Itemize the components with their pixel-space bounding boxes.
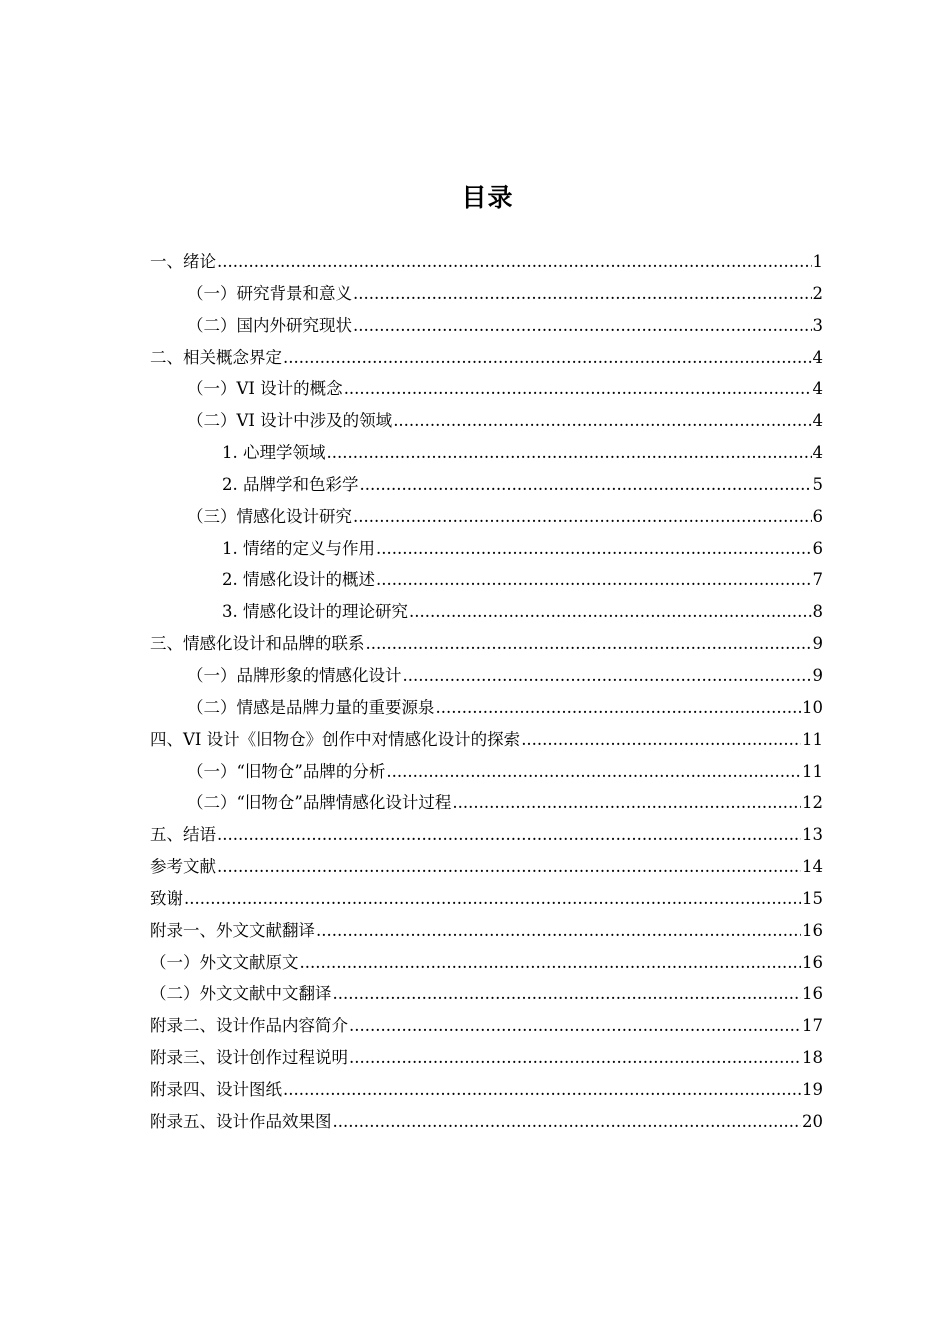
toc-entry[interactable] [150,501,823,533]
toc-entry[interactable] [150,819,823,851]
toc-page-number: 14 [802,857,823,877]
toc-entry[interactable] [150,564,823,596]
toc-page-number: 9 [812,634,823,654]
toc-dot-leader [184,883,801,915]
toc-entry-title: 2. 情感化设计的概述 [222,570,375,590]
toc-entry[interactable] [150,692,823,724]
toc-page-number: 1 [812,252,823,271]
toc-entry-title: 三、情感化设计和品牌的联系 [150,634,365,654]
toc-page-number: 4 [812,411,823,431]
toc-dot-leader [333,978,802,1010]
toc-dot-leader [386,756,801,788]
toc-dot-leader [403,660,812,692]
toc-entry-title: 一、绪论 [150,252,216,271]
toc-entry-title: 参考文献 [150,857,216,877]
toc-page-number: 12 [802,793,823,813]
toc-entry[interactable] [150,1106,823,1138]
toc-dot-leader [353,310,812,342]
toc-dot-leader [353,501,812,533]
toc-page-number: 9 [812,665,823,685]
toc-dot-leader [349,1010,801,1042]
toc-entry[interactable] [150,851,823,883]
toc-page-number: 6 [812,538,823,558]
toc-entry[interactable] [150,469,823,501]
toc-entry-title: （一）外文文献原文 [150,952,299,972]
toc-page-number: 17 [802,1016,823,1036]
toc-entry-title: 附录五、设计作品效果图 [150,1111,332,1131]
toc-page-number: 4 [812,347,823,367]
toc-page-number: 6 [812,506,823,526]
toc-page-number: 18 [802,1048,823,1068]
toc-entry-title: 1. 心理学领域 [222,443,326,463]
toc-entry[interactable] [150,278,823,310]
toc-entry[interactable] [150,246,823,278]
toc-dot-leader [217,851,801,883]
toc-page-number: 4 [812,443,823,463]
toc-dot-leader [300,947,802,979]
toc-entry[interactable] [150,1042,823,1074]
toc-entry[interactable] [150,724,823,756]
toc-dot-leader [452,787,801,819]
toc-entry[interactable] [150,310,823,342]
toc-dot-leader [366,628,812,660]
toc-dot-leader [283,1074,801,1106]
page-title: 目录 [461,183,514,212]
toc-entry[interactable] [150,787,823,819]
toc-dot-leader [353,278,812,310]
toc-entry-title: （一）“旧物仓”品牌的分析 [187,761,386,781]
toc-entry[interactable] [150,437,823,469]
toc-entry-title: （一）品牌形象的情感化设计 [187,665,402,685]
toc-dot-leader [333,1106,802,1138]
toc-entry-title: 3. 情感化设计的理论研究 [222,602,408,622]
toc-page-number: 5 [812,474,823,494]
toc-entry-title: （一）研究背景和意义 [187,283,352,303]
toc-entry[interactable] [150,628,823,660]
toc-dot-leader [327,437,812,469]
toc-dot-leader [409,596,812,628]
toc-entry-title: 附录四、设计图纸 [150,1079,282,1099]
toc-page-number: 11 [802,729,823,749]
toc-entry[interactable] [150,596,823,628]
toc-entry[interactable] [150,405,823,437]
toc-entry[interactable] [150,660,823,692]
toc-entry-title: （二）VI 设计中涉及的领域 [187,411,393,431]
toc-entry[interactable] [150,756,823,788]
toc-entry-title: 四、VI 设计《旧物仓》创作中对情感化设计的探索 [150,729,521,749]
toc-entry-title: （一）VI 设计的概念 [187,379,343,399]
toc-page-number: 13 [802,825,823,845]
toc-page-number: 11 [802,761,823,781]
toc-dot-leader [283,342,812,374]
toc-dot-leader [217,246,812,278]
toc-page-number: 2 [812,283,823,303]
toc-dot-leader [217,819,801,851]
toc-page-number: 16 [802,952,823,972]
toc-dot-leader [393,405,811,437]
toc-entry[interactable] [150,915,823,947]
toc-dot-leader [316,915,801,947]
table-of-contents [150,246,823,1138]
toc-entry-title: （三）情感化设计研究 [187,506,352,526]
toc-entry-title: 1. 情绪的定义与作用 [222,538,375,558]
toc-entry[interactable] [150,342,823,374]
toc-page-number: 15 [802,888,823,908]
toc-entry[interactable] [150,1010,823,1042]
toc-entry[interactable] [150,1074,823,1106]
toc-entry-title: 2. 品牌学和色彩学 [222,474,359,494]
toc-dot-leader [376,564,812,596]
toc-entry[interactable] [150,533,823,565]
toc-dot-leader [360,469,812,501]
toc-page-number: 3 [812,315,823,335]
toc-dot-leader [521,724,801,756]
toc-page-number: 7 [812,570,823,590]
toc-page-number: 19 [802,1079,823,1099]
toc-dot-leader [349,1042,801,1074]
toc-entry[interactable] [150,947,823,979]
toc-page-number: 4 [812,379,823,399]
toc-dot-leader [436,692,802,724]
toc-page-number: 8 [812,602,823,622]
toc-entry-title: 致谢 [150,888,183,908]
toc-entry-title: （二）外文文献中文翻译 [150,984,332,1004]
toc-page-number: 20 [802,1111,823,1131]
toc-page-number: 16 [802,920,823,940]
toc-entry-title: 五、结语 [150,825,216,845]
toc-entry-title: 附录二、设计作品内容简介 [150,1016,348,1036]
toc-entry[interactable] [150,373,823,405]
toc-entry-title: （二）“旧物仓”品牌情感化设计过程 [187,793,452,813]
toc-page-number: 10 [802,697,823,717]
toc-entry-title: 附录三、设计创作过程说明 [150,1048,348,1068]
toc-entry-title: （二）国内外研究现状 [187,315,352,335]
toc-dot-leader [376,533,812,565]
toc-page-number: 16 [802,984,823,1004]
toc-entry-title: （二）情感是品牌力量的重要源泉 [187,697,435,717]
toc-entry-title: 二、相关概念界定 [150,347,282,367]
toc-entry-title: 附录一、外文文献翻译 [150,920,315,940]
toc-entry[interactable] [150,978,823,1010]
toc-dot-leader [344,373,812,405]
toc-entry[interactable] [150,883,823,915]
